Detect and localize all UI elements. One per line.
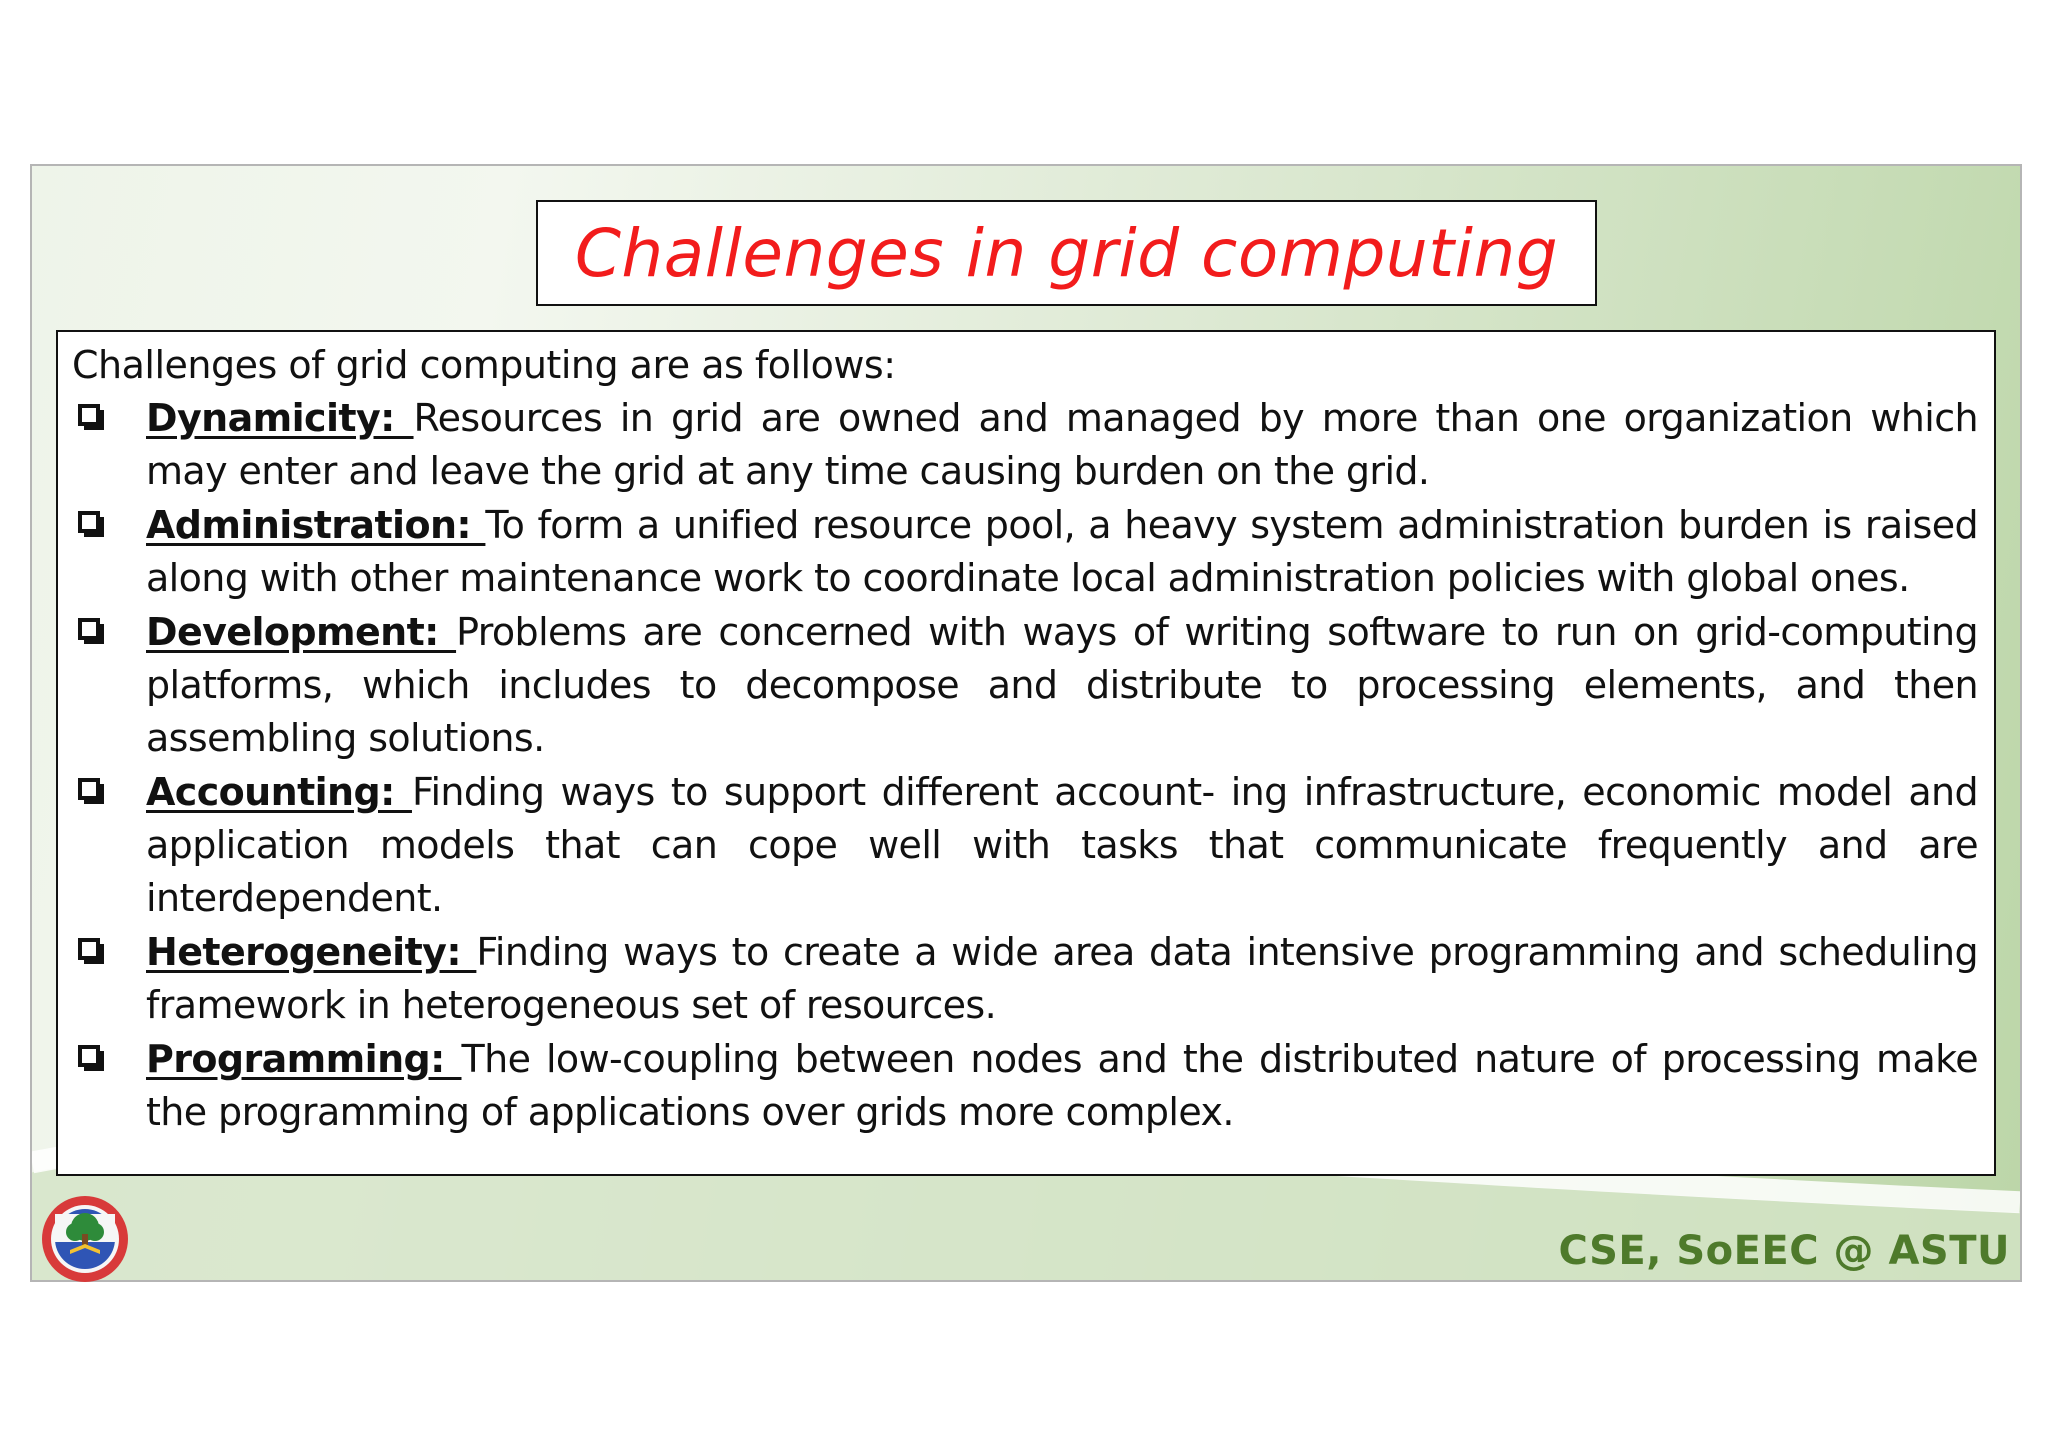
checkbox-icon <box>78 511 100 533</box>
content-box <box>56 330 1996 1176</box>
list-item <box>72 926 1978 1032</box>
item-text: The low-coupling between nodes and the distributed nature of processing make the programming of applications over grids more complex. <box>146 1037 1978 1134</box>
item-text: Resources in grid are owned and managed by more than one organization which may enter and leave the grid at any time causing burden on the grid. <box>146 396 1979 493</box>
list-item <box>72 766 1978 925</box>
item-term: Development: <box>146 610 457 654</box>
item-term: Accounting: <box>146 770 412 814</box>
item-term: Programming: <box>146 1037 462 1081</box>
checkbox-icon <box>78 938 100 960</box>
challenge-list <box>72 392 1978 1139</box>
title-box <box>536 200 1597 306</box>
intro-text: Challenges of grid computing are as follows: <box>72 343 896 387</box>
item-text: To form a unified resource pool, a heavy system administration burden is raised along with other maintenance work to coordinate local administration policies with global ones. <box>146 503 1978 600</box>
university-logo-icon <box>40 1194 130 1284</box>
checkbox-icon <box>78 404 100 426</box>
item-term: Dynamicity: <box>146 396 414 440</box>
page-title: Challenges in grid computing <box>574 214 1559 292</box>
item-text: Finding ways to support different account- ing infrastructure, economic model and application models that can cope well with tasks that communicate frequently and are interdependent. <box>146 770 1979 920</box>
list-item <box>72 606 1978 765</box>
item-term: Administration: <box>146 503 486 547</box>
checkbox-icon <box>78 1045 100 1067</box>
item-text: Finding ways to create a wide area data intensive programming and scheduling framework in heterogeneous set of resources. <box>146 930 1979 1027</box>
item-text: Problems are concerned with ways of writing software to run on grid-computing platforms, which includes to decompose and distribute to processing elements, and then assembling solutions. <box>146 610 1978 760</box>
list-item <box>72 499 1978 605</box>
list-item <box>72 392 1978 498</box>
checkbox-icon <box>78 778 100 800</box>
footer-label: CSE, SoEEC @ ASTU <box>1558 1228 2010 1274</box>
checkbox-icon <box>78 618 100 640</box>
list-item <box>72 1033 1978 1139</box>
item-term: Heterogeneity: <box>146 930 477 974</box>
